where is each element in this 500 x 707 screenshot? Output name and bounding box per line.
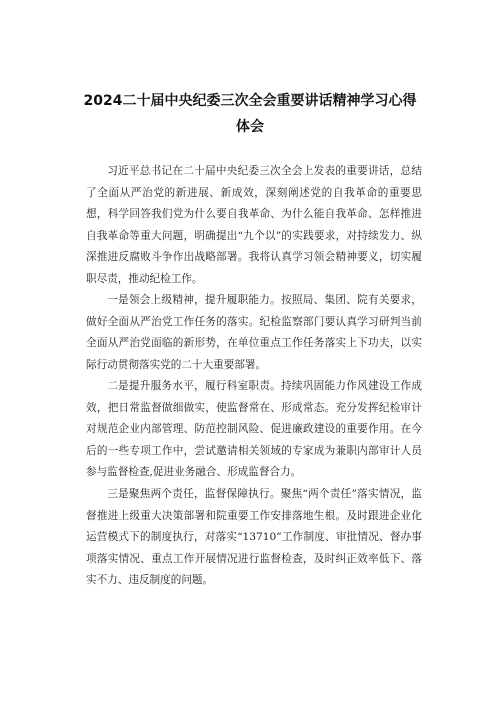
paragraph-point-2 <box>86 376 422 484</box>
paragraph-text: 二是提升服务水平，履行科室职责。持续巩固能力作风建设工作成效，把日常监督做细做实，使监督常在、形成常态。充分发挥纪检审计对规范企业内部管理、防范控制风险、促进廉政建设的重要作用。在今后的一些专项工作中，尝试邀请相关领域的专家成为兼职内部审计人员参与监督检查,促进业务融合、形成监督合力。 <box>86 380 422 478</box>
document-title-line-1: 2024二十届中央纪委三次全会重要讲话精神学习心得 <box>83 93 417 109</box>
paragraph-point-1 <box>86 290 422 376</box>
paragraph-point-3 <box>86 484 422 592</box>
document-title-line-2: 体会 <box>236 119 264 135</box>
paragraph-intro <box>86 161 422 290</box>
paragraph-text: 一是领会上级精神，提升履职能力。按照局、集团、院有关要求，做好全面从严治党工作任务的落实。纪检监察部门要认真学习研判当前全面从严治党面临的新形势，在单位重点工作任务落实上下功夫，以实际行动贯彻落实党的二十大重要部署。 <box>86 294 422 371</box>
paragraph-text: 习近平总书记在二十届中央纪委三次全会上发表的重要讲话，总结了全面从严治党的新进展、新成效，深刻阐述党的自我革命的重要思想，科学回答我们党为什么要自我革命、为什么能自我革命、怎样推进自我革命等重大问题，明确提出“九个以”的实践要求，对持续发力、纵深推进反腐败斗争作出战略部署。我将认真学习领会精神要义，切实履职尽责，推动纪检工作。 <box>86 165 422 285</box>
paragraph-text: 三是聚焦两个责任，监督保障执行。聚焦“两个责任”落实情况，监督推进上级重大决策部署和院重要工作安排落地生根。及时跟进企业化运营模式下的制度执行，对落实“13710”工作制度、审批情况、督办事项落实情况、重点工作开展情况进行监督检查，及时纠正效率低下、落实不力、违反制度的问题。 <box>86 488 422 586</box>
